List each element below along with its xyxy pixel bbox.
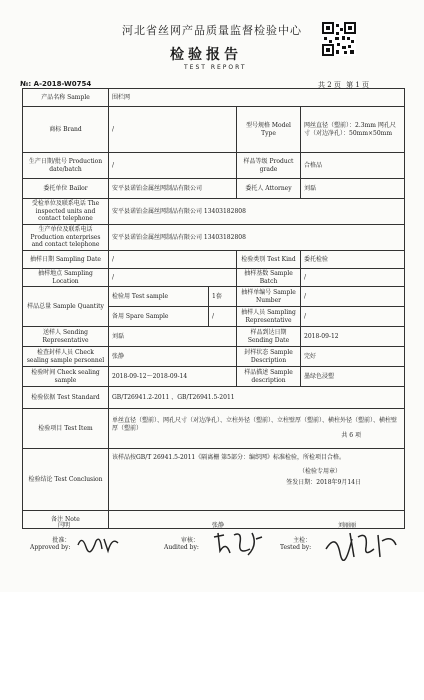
report-subtitle: TEST REPORT (184, 64, 247, 71)
stamp-text: （检验专用章） (299, 467, 342, 475)
sending-date-value: 2018-09-12 (301, 327, 405, 347)
bailor-value: 安平县诺铂金属丝网制品有限公司 (109, 179, 237, 199)
inspected-unit-label: 受检单位及联系电话 The inspected units and contact telephone (23, 199, 109, 225)
sample-value: 围栏网 (109, 89, 405, 107)
sample-desc2-value: 墨绿色浸塑 (301, 367, 405, 387)
sample-label: 产品名称 Sample (23, 89, 109, 107)
page-total: 共 2 页 (318, 81, 341, 89)
approved-signature (74, 531, 122, 555)
approved-block (30, 535, 70, 551)
test-kind-label: 检验类别 Test Kind (237, 251, 301, 269)
sampling-rep-label: 抽样人员 Sampling Representative (237, 307, 301, 327)
sampling-date-label: 抽样日期 Sampling Date (23, 251, 109, 269)
sending-date-label: 样品到达日期 Sending Date (237, 327, 301, 347)
standard-label: 检验依据 Test Standard (23, 387, 109, 409)
conclusion-label: 检验结论 Test Conclusion (23, 449, 109, 511)
sample-batch-value: / (301, 269, 405, 287)
audited-block (164, 535, 199, 551)
spare-sample-label: 备用 Spare Sample (109, 307, 209, 327)
check-person-label: 检查封样人员 Check sealing sample personnel (23, 347, 109, 367)
brand-label: 商标 Brand (23, 107, 109, 153)
approved-name: 闫明 (58, 522, 71, 529)
page-current: 第 1 页 (346, 81, 370, 89)
audited-signature (210, 529, 266, 559)
producer-label: 生产单位及联系电话 Production enterprises and contact telephone (23, 225, 109, 251)
conclusion-cell (109, 449, 405, 511)
tested-label-en: Tested by: (280, 544, 312, 551)
sampling-date-value: / (109, 251, 237, 269)
brand-value: / (109, 107, 237, 153)
quantity-label: 样品总量 Sample Quantity (23, 287, 109, 327)
bailor-label: 委托单位 Bailor (23, 179, 109, 199)
report-number: №: A-2018-W0754 (20, 80, 92, 88)
check-period-label: 检验时间 Check sealing sample (23, 367, 109, 387)
item-count: 共 6 项 (341, 432, 362, 440)
audited-label-en: Audited by: (164, 544, 199, 551)
sampling-rep-value: / (301, 307, 405, 327)
approved-label: 批准： (52, 537, 71, 544)
test-sample-value: 1套 (209, 287, 237, 307)
spare-sample-value: / (209, 307, 237, 327)
check-period-value: 2018-09-12～2018-09-14 (109, 367, 237, 387)
production-date-label: 生产日期/批号 Production date/batch (23, 153, 109, 179)
sending-rep-label: 送样人 Sending Representative (23, 327, 109, 347)
note-value (109, 511, 405, 529)
conclusion-value: 该样品按GB/T 26941.5-2011《隔离栅 第5部分：编织网》标准检验，所检项目合格。 (112, 454, 345, 461)
report-table (22, 88, 405, 529)
standard-value: GB/T26941.2-2011 、GB/T26941.5-2011 (109, 387, 405, 409)
tested-block (280, 535, 311, 551)
check-person-value: 张静 (109, 347, 237, 367)
tested-signature (322, 529, 400, 561)
sample-number-label: 抽样单编号 Sample Number (237, 287, 301, 307)
qr-code (322, 22, 356, 56)
issue-date: 签发日期：2018年9月14日 (286, 479, 362, 486)
grade-label: 样品等级 Product grade (237, 153, 301, 179)
item-label: 检验项目 Test Item (23, 409, 109, 449)
sending-rep-value: 刘磊 (109, 327, 237, 347)
report-title: 检验报告 (170, 47, 242, 63)
attorney-value: 刘磊 (301, 179, 405, 199)
model-value: 网丝直径（塑前）：2.3mm 网孔尺寸（对边净孔）：50mm×50mm (301, 107, 405, 153)
sample-desc-label: 封样状态 Sample Description (237, 347, 301, 367)
producer-value: 安平县诺铂金属丝网制品有限公司 13403182808 (109, 225, 405, 251)
sample-desc2-label: 样品描述 Sample description (237, 367, 301, 387)
organization-name: 河北省丝网产品质量监督检验中心 (122, 24, 302, 37)
grade-value: 合格品 (301, 153, 405, 179)
production-date-value: / (109, 153, 237, 179)
sampling-location-value: / (109, 269, 237, 287)
test-kind-value: 委托检验 (301, 251, 405, 269)
item-cell (109, 409, 405, 449)
sample-desc-value: 完好 (301, 347, 405, 367)
note-label: 备注 Note (23, 511, 109, 529)
audited-name: 张静 (212, 522, 225, 529)
model-label: 型号规格 Model Type (237, 107, 301, 153)
tested-name: 刘丽丽 (338, 522, 357, 529)
test-sample-label: 检验用 Test sample (109, 287, 209, 307)
inspected-unit-value: 安平县诺铂金属丝网制品有限公司 13403182808 (109, 199, 405, 225)
attorney-label: 委托人 Attorney (237, 179, 301, 199)
signature-row (22, 535, 404, 569)
sampling-location-label: 抽样地点 Sampling Location (23, 269, 109, 287)
sample-batch-label: 抽样基数 Sample Batch (237, 269, 301, 287)
audited-label: 审核： (180, 537, 199, 544)
sample-number-value: / (301, 287, 405, 307)
item-value: 单丝直径（塑前）、网孔尺寸（对边净孔）、立柱外径（塑前）、立柱壁厚（塑前）、横柱外径（塑前）、横柱壁厚（塑前） (112, 417, 398, 432)
approved-label-en: Approved by: (30, 544, 71, 551)
tested-label: 主检： (293, 537, 312, 544)
